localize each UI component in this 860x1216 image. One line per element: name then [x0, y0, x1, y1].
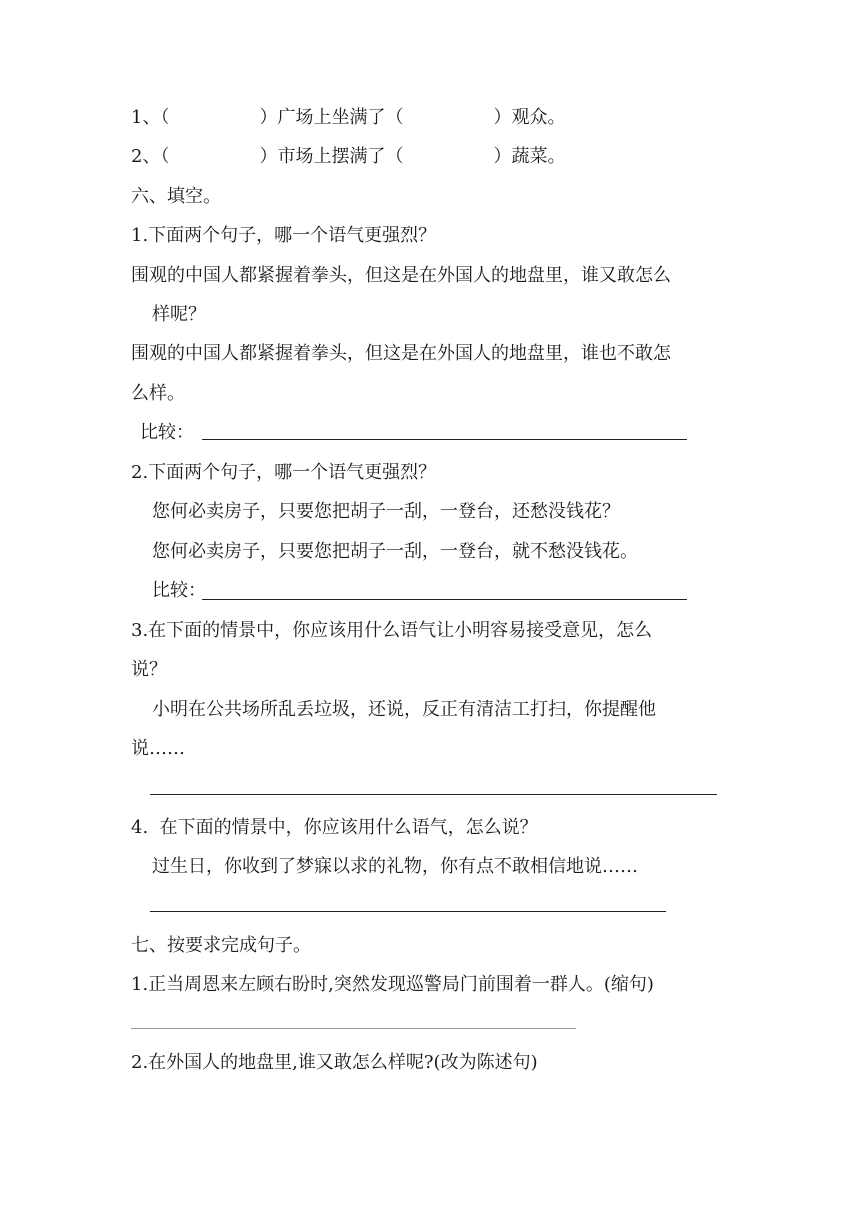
- section-seven-heading: 七、按要求完成句子。: [131, 935, 311, 956]
- q2-prompt: 2.下面两个句子，哪一个语气更强烈？: [131, 462, 437, 483]
- q1-prompt: 1.下面两个句子，哪一个语气更强烈？: [131, 225, 437, 246]
- s7-q1-prompt: 1.正当周恩来左顾右盼时,突然发现巡警局门前围着一群人。(缩句): [131, 974, 654, 995]
- q4-scenario: 过生日，你收到了梦寐以求的礼物，你有点不敢相信地说……: [152, 856, 638, 877]
- q3-prompt-cont: 说？: [131, 659, 167, 680]
- q1-answer-line[interactable]: [202, 439, 687, 440]
- q2-sentence-a: 您何必卖房子，只要您把胡子一刮，一登台，还愁没钱花？: [152, 501, 620, 522]
- q1-compare-label: 比较：: [140, 422, 194, 443]
- q4-prompt: 4. 在下面的情景中，你应该用什么语气，怎么说？: [131, 817, 538, 838]
- s7-q1-answer-line[interactable]: [131, 1028, 576, 1029]
- s7-q2-prompt: 2.在外国人的地盘里,谁又敢怎么样呢?(改为陈述句): [131, 1052, 538, 1073]
- q1-sentence-a-cont: 样呢？: [152, 304, 206, 325]
- q2-compare-label: 比较：: [152, 580, 206, 601]
- q3-scenario: 小明在公共场所乱丢垃圾，还说，反正有清洁工打扫，你提醒他: [152, 699, 656, 720]
- q2-answer-line[interactable]: [202, 599, 687, 600]
- q4-answer-line[interactable]: [150, 911, 666, 912]
- q3-answer-line[interactable]: [150, 794, 717, 795]
- fill-blank-line-1: 1、（ ）广场上坐满了（ ）观众。: [131, 107, 566, 128]
- fill-blank-line-2: 2、（ ）市场上摆满了（ ）蔬菜。: [131, 146, 566, 167]
- q1-sentence-b: 围观的中国人都紧握着拳头，但这是在外国人的地盘里，谁也不敢怎: [131, 343, 671, 364]
- q1-sentence-b-cont: 么样。: [131, 383, 185, 404]
- q3-scenario-cont: 说……: [131, 738, 185, 759]
- section-six-heading: 六、填空。: [131, 186, 221, 207]
- q3-prompt: 3.在下面的情景中，你应该用什么语气让小明容易接受意见，怎么: [131, 620, 653, 641]
- q2-sentence-b: 您何必卖房子，只要您把胡子一刮，一登台，就不愁没钱花。: [152, 541, 638, 562]
- q1-sentence-a: 围观的中国人都紧握着拳头，但这是在外国人的地盘里，谁又敢怎么: [131, 265, 671, 286]
